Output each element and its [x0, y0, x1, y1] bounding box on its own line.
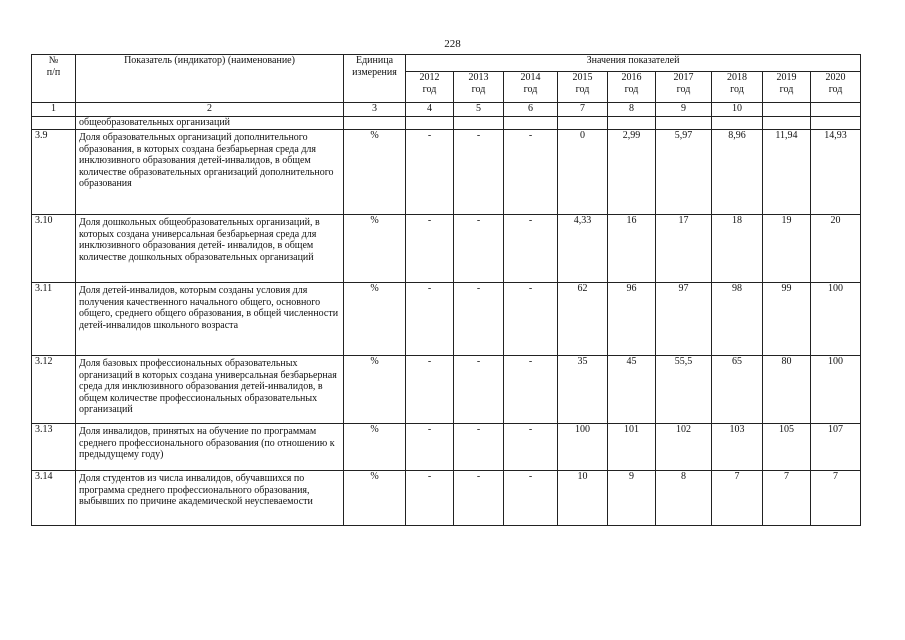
row-value: - — [454, 215, 504, 283]
row-value: - — [504, 424, 558, 471]
row-code: 3.9 — [32, 130, 76, 215]
row-value: - — [504, 283, 558, 356]
column-number: 10 — [712, 103, 763, 117]
row-unit: % — [344, 471, 406, 526]
row-value: - — [504, 215, 558, 283]
column-number: 8 — [608, 103, 656, 117]
header-number: № п/п — [32, 55, 76, 103]
row-value: 8,96 — [712, 130, 763, 215]
row-value: 55,5 — [656, 356, 712, 424]
table-row — [32, 424, 861, 471]
row-value: 18 — [712, 215, 763, 283]
row-value: - — [504, 471, 558, 526]
row-value: - — [454, 130, 504, 215]
row-indicator-name: Доля дошкольных общеобразовательных организаций, в которых создана универсальная безбарьерная среда для инклюзивного образования детей- инвалидов, в общем количестве дошкольных образовательных организаций — [76, 215, 344, 283]
page-number: 228 — [444, 38, 461, 50]
row-indicator-name: Доля образовательных организаций дополнительного образования, в которых создана безбарьерная среда для инклюзивного образования детей-инвалидов, в общем количестве образовательных организаций дополнительного образования — [76, 130, 344, 215]
row-value: - — [406, 471, 454, 526]
column-number: 3 — [344, 103, 406, 117]
column-number: 9 — [656, 103, 712, 117]
row-value: - — [454, 424, 504, 471]
table-row — [32, 471, 861, 526]
header-year: 2016 год — [608, 72, 656, 103]
row-value: 105 — [763, 424, 811, 471]
row-value: 97 — [656, 283, 712, 356]
row-value: 7 — [712, 471, 763, 526]
row-value: 8 — [656, 471, 712, 526]
column-number — [763, 103, 811, 117]
column-numbers-row — [32, 103, 861, 117]
row-value: - — [406, 130, 454, 215]
row-value: - — [454, 356, 504, 424]
row-code: 3.12 — [32, 356, 76, 424]
column-number: 1 — [32, 103, 76, 117]
row-value: 45 — [608, 356, 656, 424]
row-value: 7 — [811, 471, 861, 526]
row-value: 100 — [811, 356, 861, 424]
row-value: - — [504, 130, 558, 215]
row-indicator-name: Доля инвалидов, принятых на обучение по программам среднего профессионального образования (по отношению к предыдущему году) — [76, 424, 344, 471]
table-row — [32, 215, 861, 283]
header-year: 2020 год — [811, 72, 861, 103]
header-row — [32, 55, 861, 72]
row-value: 99 — [763, 283, 811, 356]
row-value: - — [504, 356, 558, 424]
column-number: 5 — [454, 103, 504, 117]
row-code: 3.11 — [32, 283, 76, 356]
table-row — [32, 130, 861, 215]
row-value: 62 — [558, 283, 608, 356]
row-value: 98 — [712, 283, 763, 356]
row-unit: % — [344, 130, 406, 215]
row-value: 65 — [712, 356, 763, 424]
row-value: 19 — [763, 215, 811, 283]
row-value: 11,94 — [763, 130, 811, 215]
continuation-code — [32, 117, 76, 130]
row-value: 100 — [811, 283, 861, 356]
table-row — [32, 283, 861, 356]
row-indicator-name: Доля студентов из числа инвалидов, обучавшихся по программа среднего профессионального образования, выбывших по причине академической неуспеваемости — [76, 471, 344, 526]
row-value: - — [454, 471, 504, 526]
row-indicator-name: Доля детей-инвалидов, которым созданы условия для получения качественного начального общего, основного общего, среднего общего образования, в общей численности детей-инвалидов школьного возраста — [76, 283, 344, 356]
row-value: 17 — [656, 215, 712, 283]
column-number: 6 — [504, 103, 558, 117]
row-value: 9 — [608, 471, 656, 526]
header-indicator: Показатель (индикатор) (наименование) — [76, 55, 344, 103]
row-value: 2,99 — [608, 130, 656, 215]
row-value: 96 — [608, 283, 656, 356]
header-year: 2015 год — [558, 72, 608, 103]
header-year: 2018 год — [712, 72, 763, 103]
header-year: 2012 год — [406, 72, 454, 103]
continuation-row — [32, 117, 861, 130]
row-value: 14,93 — [811, 130, 861, 215]
column-number — [811, 103, 861, 117]
row-unit: % — [344, 283, 406, 356]
table-row — [32, 356, 861, 424]
row-value: - — [406, 424, 454, 471]
row-value: 5,97 — [656, 130, 712, 215]
row-value: 101 — [608, 424, 656, 471]
row-code: 3.13 — [32, 424, 76, 471]
row-unit: % — [344, 424, 406, 471]
row-value: 7 — [763, 471, 811, 526]
row-value: - — [406, 283, 454, 356]
row-value: 4,33 — [558, 215, 608, 283]
row-value: 103 — [712, 424, 763, 471]
column-number: 7 — [558, 103, 608, 117]
row-value: - — [454, 283, 504, 356]
indicators-table — [31, 54, 861, 526]
row-value: 100 — [558, 424, 608, 471]
row-indicator-name: Доля базовых профессиональных образовательных организаций в которых создана универсальная безбарьерная среда для инклюзивного образования детей-инвалидов, в общем количестве профессиональных образовательных организаций — [76, 356, 344, 424]
row-value: 10 — [558, 471, 608, 526]
row-unit: % — [344, 215, 406, 283]
row-value: 0 — [558, 130, 608, 215]
row-value: 107 — [811, 424, 861, 471]
column-number: 2 — [76, 103, 344, 117]
row-value: 16 — [608, 215, 656, 283]
row-code: 3.10 — [32, 215, 76, 283]
header-year: 2019 год — [763, 72, 811, 103]
continuation-text: общеобразовательных организаций — [76, 117, 344, 130]
column-number: 4 — [406, 103, 454, 117]
header-values-group: Значения показателей — [406, 55, 861, 72]
row-value: 20 — [811, 215, 861, 283]
row-value: 80 — [763, 356, 811, 424]
row-unit: % — [344, 356, 406, 424]
row-value: - — [406, 215, 454, 283]
header-year: 2014 год — [504, 72, 558, 103]
header-year: 2013 год — [454, 72, 504, 103]
row-value: 102 — [656, 424, 712, 471]
row-code: 3.14 — [32, 471, 76, 526]
row-value: 35 — [558, 356, 608, 424]
header-year: 2017 год — [656, 72, 712, 103]
row-value: - — [406, 356, 454, 424]
header-unit: Единица измерения — [344, 55, 406, 103]
